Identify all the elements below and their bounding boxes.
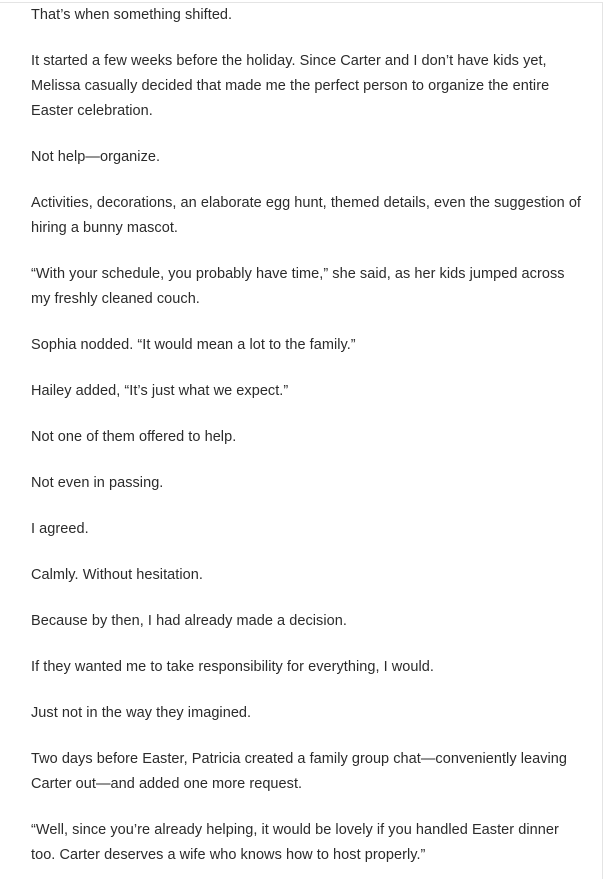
paragraph: Not even in passing. [31,475,164,491]
paragraph: Sophia nodded. “It would mean a lot to the family.” [31,337,356,353]
paragraph: That’s when something shifted. [31,7,233,23]
paragraph: Not one of them offered to help. [31,429,237,445]
paragraph: If they wanted me to take responsibility for everything, I would. [31,659,435,675]
paragraph: It started a few weeks before the holiday. Since Carter and I don’t have kids yet, Melissa casually decided that made me the perfect person to organize the entire Easter celebration. [31,53,550,119]
paragraph: “With your schedule, you probably have time,” she said, as her kids jumped across my freshly cleaned couch. [31,266,565,307]
paragraph: “Well, since you’re already helping, it would be lovely if you handled Easter dinner too. Carter deserves a wife who knows how to host properly.” [31,822,559,863]
paragraph: Hailey added, “It’s just what we expect.” [31,383,289,399]
paragraph: Not help—organize. [31,149,161,165]
paragraph: Just not in the way they imagined. [31,705,252,721]
article-body [31,3,581,889]
paragraph: Because by then, I had already made a decision. [31,613,347,629]
paragraph: I agreed. [31,521,89,537]
paragraph: Activities, decorations, an elaborate egg hunt, themed details, even the suggestion of hiring a bunny mascot. [31,195,582,236]
paragraph: Two days before Easter, Patricia created a family group chat—conveniently leaving Carter out—and added one more request. [31,751,567,792]
paragraph: Calmly. Without hesitation. [31,567,203,583]
